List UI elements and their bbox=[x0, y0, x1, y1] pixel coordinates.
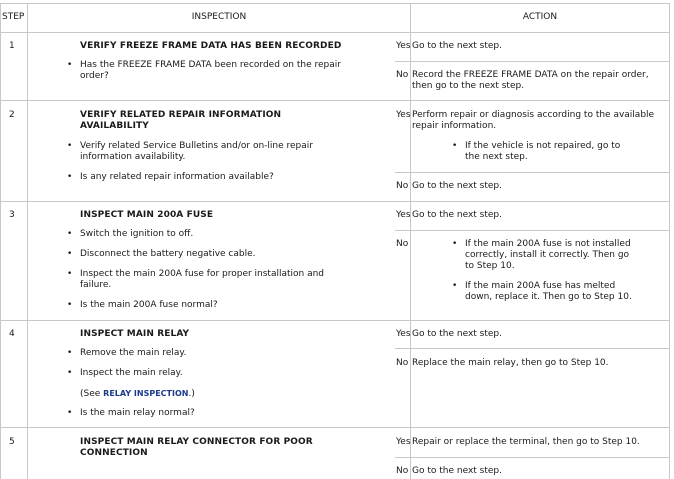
step-title: INSPECT MAIN RELAY CONNECTOR FOR POOR bbox=[80, 437, 313, 447]
grid-line bbox=[669, 3, 670, 479]
grid-line bbox=[395, 230, 670, 231]
step-title: VERIFY FREEZE FRAME DATA HAS BEEN RECORDED bbox=[80, 41, 342, 51]
action-answer-no: No bbox=[396, 70, 409, 80]
inspection-item: • Is the main 200A fuse normal? bbox=[80, 300, 218, 311]
grid-line bbox=[0, 3, 1, 479]
action-answer-no: No bbox=[396, 239, 409, 249]
step-title-continued: AVAILABILITY bbox=[80, 121, 149, 131]
inspection-item: • Has the FREEZE FRAME DATA been recorded on the repair bbox=[80, 60, 341, 71]
step-number: 4 bbox=[9, 329, 15, 339]
grid-line bbox=[395, 457, 670, 458]
action-text-continued: repair information. bbox=[412, 121, 497, 131]
action-text: Go to the next step. bbox=[412, 466, 502, 476]
inspection-item-continued: failure. bbox=[80, 280, 112, 290]
action-text: Record the FREEZE FRAME DATA on the repair order, bbox=[412, 70, 649, 80]
grid-line bbox=[27, 3, 28, 479]
action-text-continued: then go to the next step. bbox=[412, 81, 525, 91]
step-number: 5 bbox=[9, 437, 15, 447]
action-answer-yes: Yes bbox=[396, 437, 411, 447]
step-number: 3 bbox=[9, 210, 15, 220]
action-sub-item: • If the main 200A fuse has melted bbox=[465, 281, 615, 292]
action-text: Go to the next step. bbox=[412, 329, 502, 339]
action-text: Go to the next step. bbox=[412, 181, 502, 191]
action-text: Perform repair or diagnosis according to the available bbox=[412, 110, 655, 120]
see-suffix: .) bbox=[188, 389, 195, 399]
action-sub-item-continued: correctly, install it correctly. Then go bbox=[465, 250, 630, 260]
step-title: INSPECT MAIN RELAY bbox=[80, 329, 190, 339]
action-sub-item-continued: the next step. bbox=[465, 152, 528, 162]
action-sub-item-continued: down, replace it. Then go to Step 10. bbox=[465, 292, 632, 302]
inspection-item: • Inspect the main 200A fuse for proper installation and bbox=[80, 269, 324, 280]
action-answer-no: No bbox=[396, 358, 409, 368]
action-sub-item: • If the vehicle is not repaired, go to bbox=[465, 141, 620, 152]
grid-line bbox=[0, 320, 670, 321]
action-answer-no: No bbox=[396, 466, 409, 476]
action-answer-yes: Yes bbox=[396, 329, 411, 339]
action-text: Go to the next step. bbox=[412, 41, 502, 51]
step-title: INSPECT MAIN 200A FUSE bbox=[80, 210, 214, 220]
step-number: 1 bbox=[9, 41, 15, 51]
header-step: STEP bbox=[2, 12, 25, 22]
inspection-item: • Disconnect the battery negative cable. bbox=[80, 249, 256, 260]
grid-line bbox=[0, 32, 670, 33]
action-text: Repair or replace the terminal, then go to Step 10. bbox=[412, 437, 640, 447]
inspection-item: • Is the main relay normal? bbox=[80, 408, 195, 419]
see-prefix: (See bbox=[80, 389, 104, 399]
action-text: Replace the main relay, then go to Step 10. bbox=[412, 358, 609, 368]
inspection-item: • Inspect the main relay. bbox=[80, 368, 183, 379]
step-number: 2 bbox=[9, 110, 15, 120]
inspection-item: • Verify related Service Bulletins and/or on-line repair bbox=[80, 141, 313, 152]
step-title-continued: CONNECTION bbox=[80, 448, 148, 458]
header-inspection: INSPECTION bbox=[191, 12, 247, 22]
action-text: Go to the next step. bbox=[412, 210, 502, 220]
inspection-item: • Switch the ignition to off. bbox=[80, 229, 193, 240]
grid-line bbox=[410, 3, 411, 479]
header-action: ACTION bbox=[522, 12, 558, 22]
step-title: VERIFY RELATED REPAIR INFORMATION bbox=[80, 110, 282, 120]
action-answer-yes: Yes bbox=[396, 210, 411, 220]
inspection-item-continued: information availability. bbox=[80, 152, 186, 162]
grid-line bbox=[0, 100, 670, 101]
action-answer-no: No bbox=[396, 181, 409, 191]
grid-line bbox=[0, 3, 670, 4]
grid-line bbox=[395, 61, 670, 62]
inspection-item: • Is any related repair information available? bbox=[80, 172, 274, 183]
action-sub-item: • If the main 200A fuse is not installed bbox=[465, 239, 631, 250]
grid-line bbox=[0, 427, 670, 428]
grid-line bbox=[395, 348, 670, 349]
relay-inspection-link[interactable]: RELAY INSPECTION bbox=[103, 389, 189, 398]
inspection-item: • Remove the main relay. bbox=[80, 348, 186, 359]
action-sub-item-continued: to Step 10. bbox=[465, 261, 515, 271]
see-reference bbox=[80, 388, 195, 400]
grid-line bbox=[395, 172, 670, 173]
action-answer-yes: Yes bbox=[396, 110, 411, 120]
grid-line bbox=[0, 201, 670, 202]
inspection-item-continued: order? bbox=[80, 71, 109, 81]
action-answer-yes: Yes bbox=[396, 41, 411, 51]
